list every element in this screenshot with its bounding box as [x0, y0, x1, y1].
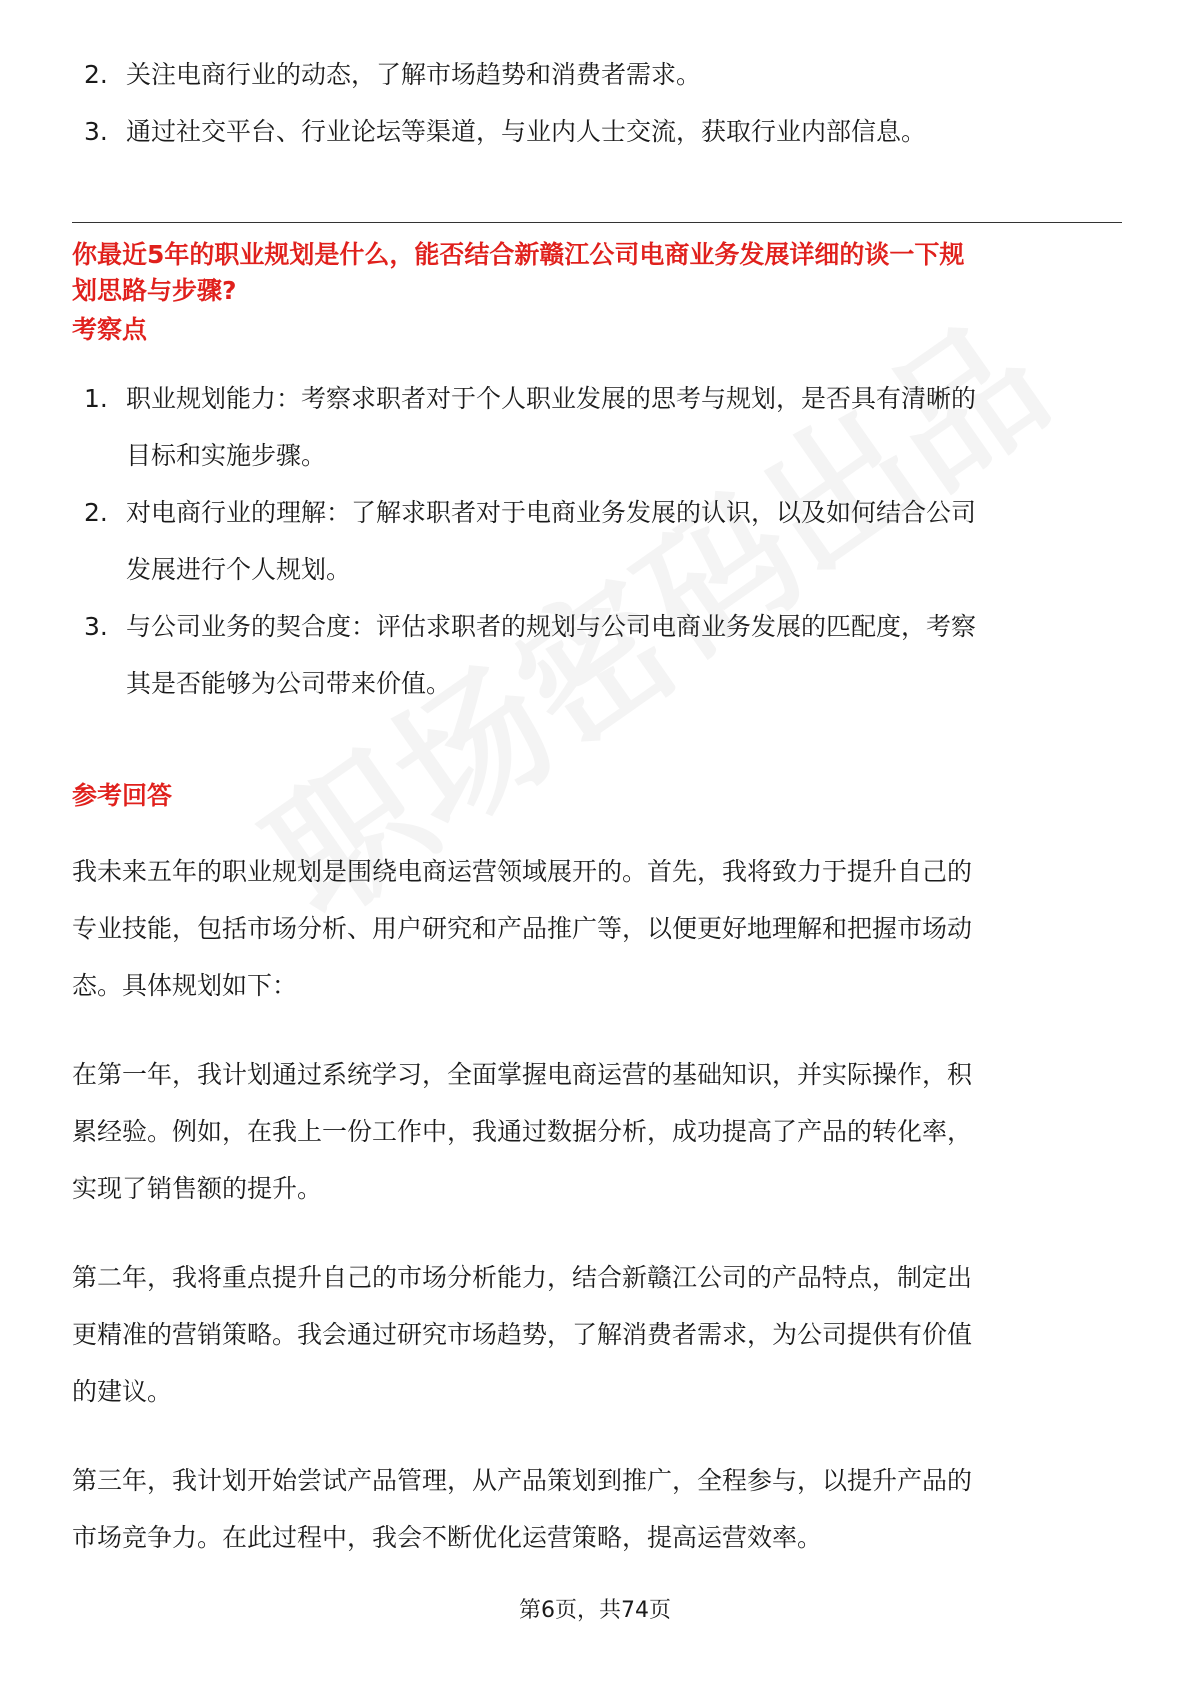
top-list — [72, 46, 1122, 160]
section-divider — [72, 222, 1122, 223]
paragraph-line: 市场竞争力。在此过程中，我会不断优化运营策略，提高运营效率。 — [72, 1523, 823, 1552]
question-line: 你最近5年的职业规划是什么，能否结合新赣江公司电商业务发展详细的谈一下规 — [72, 240, 965, 269]
paragraph-line: 态。具体规划如下： — [72, 971, 298, 1000]
answer-paragraph — [72, 1249, 1122, 1420]
list-number: 2. — [84, 498, 108, 527]
question-line: 划思路与步骤? — [72, 276, 237, 305]
list-text: 职业规划能力：考察求职者对于个人职业发展的思考与规划，是否具有清晰的 — [126, 384, 977, 413]
paragraph-line: 我未来五年的职业规划是围绕电商运营领域展开的。首先，我将致力于提升自己的 — [72, 857, 973, 886]
list-item — [72, 370, 1122, 484]
reference-answer-title: 参考回答 — [72, 781, 173, 810]
exam-points-title: 考察点 — [72, 315, 148, 344]
paragraph-line: 在第一年，我计划通过系统学习，全面掌握电商运营的基础知识，并实际操作，积 — [72, 1060, 973, 1089]
list-text: 目标和实施步骤。 — [126, 441, 327, 470]
list-text: 发展进行个人规划。 — [126, 555, 352, 584]
page-footer: 第6页，共74页 — [519, 1598, 671, 1623]
paragraph-line: 第二年，我将重点提升自己的市场分析能力，结合新赣江公司的产品特点，制定出 — [72, 1263, 973, 1292]
paragraph-line: 累经验。例如，在我上一份工作中，我通过数据分析，成功提高了产品的转化率， — [72, 1117, 973, 1146]
list-item — [72, 103, 1122, 160]
list-text: 关注电商行业的动态，了解市场趋势和消费者需求。 — [126, 60, 702, 89]
paragraph-line: 专业技能，包括市场分析、用户研究和产品推广等，以便更好地理解和把握市场动 — [72, 914, 973, 943]
paragraph-line: 更精准的营销策略。我会通过研究市场趋势，了解消费者需求，为公司提供有价值 — [72, 1320, 973, 1349]
answer-paragraph — [72, 1452, 1122, 1566]
list-item — [72, 598, 1122, 712]
paragraph-line: 实现了销售额的提升。 — [72, 1174, 323, 1203]
list-text: 与公司业务的契合度：评估求职者的规划与公司电商业务发展的匹配度，考察 — [126, 612, 977, 641]
paragraph-line: 第三年，我计划开始尝试产品管理，从产品策划到推广，全程参与，以提升产品的 — [72, 1466, 973, 1495]
list-item — [72, 484, 1122, 598]
list-number: 3. — [84, 612, 108, 641]
list-number: 3. — [84, 117, 108, 146]
list-item — [72, 46, 1122, 103]
answer-paragraph — [72, 843, 1122, 1014]
list-number: 1. — [84, 384, 108, 413]
question-heading — [72, 237, 1122, 309]
answer-paragraph — [72, 1046, 1122, 1217]
list-text: 通过社交平台、行业论坛等渠道，与业内人士交流，获取行业内部信息。 — [126, 117, 927, 146]
list-text: 其是否能够为公司带来价值。 — [126, 669, 452, 698]
list-text: 对电商行业的理解：了解求职者对于电商业务发展的认识，以及如何结合公司 — [126, 498, 977, 527]
paragraph-line: 的建议。 — [72, 1377, 173, 1406]
list-number: 2. — [84, 60, 108, 89]
document-page — [72, 0, 1122, 1684]
exam-points-list — [72, 370, 1122, 712]
